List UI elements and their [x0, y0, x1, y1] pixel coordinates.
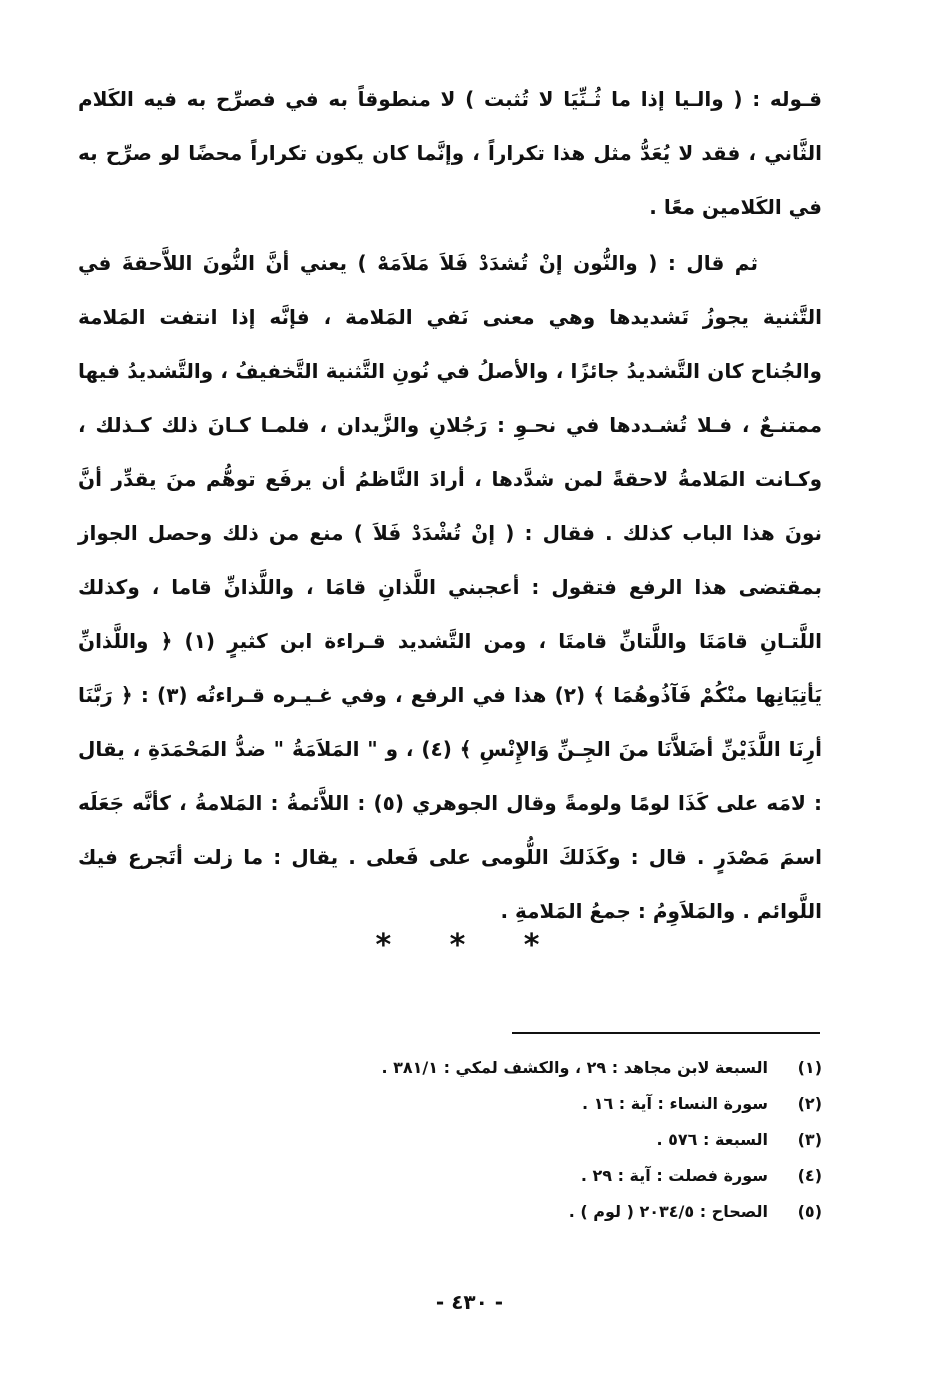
- footnote-text: سورة فصلت : آية : ٢٩ .: [580, 1166, 768, 1185]
- footnote-item: [330, 1158, 822, 1194]
- footnote-item: [330, 1122, 822, 1158]
- footnote-item: [330, 1194, 822, 1230]
- footnote-number: (٣): [797, 1130, 822, 1149]
- footnote-rule: [512, 1032, 820, 1034]
- paragraph-1: قـوله : ( والـيا إذا ما ثُـنِّيَا لا تُثبت ) لا منطوقاً به في فصرِّح به فيه الكَلام الثَّاني ، فقد لا يُعَدُّ مثل هذا تكراراً ، وإنَّما كان يكون تكراراً محضًا لو صرِّح به في الكَلامين معًا .: [78, 87, 822, 219]
- footnote-item: [330, 1050, 822, 1086]
- footnote-text: سورة النساء : آية : ١٦ .: [582, 1094, 768, 1113]
- section-separator: * * *: [375, 928, 564, 963]
- page-number: - ٤٣٠ -: [435, 1290, 504, 1314]
- paragraph-2: [78, 236, 822, 938]
- footnotes-list: [330, 1050, 822, 1230]
- paragraph-2-text: ثم قال : ( والنُّون إنْ تُشدَدْ فَلاَ مَلاَمَهْ ) يعني أنَّ النُّونَ اللاَّحقةَ في التَّثنية يجوزُ تَشديدها وهي معنى نَفي المَلامة ، فإنَّه إذا انتفت المَلامة والجُناح كان التَّشديدُ جائزًا ، والأصلُ في نُونِ التَّثنية التَّخفيفُ ، والتَّشديدُ فيها ممتنـعٌ ، فـلا تُشـددها في نحـوِ : رَجُلانِ والزَّيدان ، فلمـا كـانَ ذلك كـذلك ، وكـانت المَلامةُ لاحقةً لمن شدَّدها ، أرادَ النَّاظمُ أن يرفَع توهُّم منَ يقدِّر أنَّ نونَ هذا الباب كذلك . فقال : ( إنْ تُشْدَدْ فَلاَ ) منع من ذلك وحصل الجواز بمقتضى هذا الرفع فتقول : أعجبني اللَّذانِ قامَا ، واللَّذانِّ قاما ، وكذلك اللَّتـانِ قامَتَا واللَّتانِّ قامتَا ، ومن التَّشديد قـراءة ابن كثيرٍ (١) ﴿ واللَّذانِّ يَأتِيَانِها منْكُمْ فَآذُوهُمَا ﴾ (٢) هذا في الرفع ، وفي غـيـره قـراءتُه (٣) : ﴿ رَبَّنَا أرِنَا اللَّذَيْنِّ أضَلاَّنَا منَ الجِـنِّ وَالإِنْسِ ﴾ (٤) ، و " المَلاَمَةُ " ضدُّ المَحْمَدَةِ ، يقال : لامَه على كَذَا لومًا ولومةً وقال الجوهري (٥) : اللاَّئمةُ : المَلامةُ ، كأنَّه جَعَلَه اسمَ مَصْدَرٍ . قال : وكَذَلكَ اللُّومى على فَعلى . يقال : ما زلت أتَجرع فيك اللَّوائم . والمَلاَوِمُ : جمعُ المَلامةِ .: [78, 251, 822, 923]
- footnote-text: السبعة : ٥٧٦ .: [656, 1130, 768, 1149]
- footnote-item: [330, 1086, 822, 1122]
- footnote-number: (١): [797, 1058, 822, 1077]
- footnote-number: (٤): [797, 1166, 822, 1185]
- footnote-number: (٢): [797, 1094, 822, 1113]
- footnote-text: السبعة لابن مجاهد : ٢٩ ، والكشف لمكي : ٣٨١/١ .: [381, 1058, 768, 1077]
- footnote-number: (٥): [797, 1202, 822, 1221]
- footnote-text: الصحاح : ٢٠٣٤/٥ ( لوم ) .: [568, 1202, 768, 1221]
